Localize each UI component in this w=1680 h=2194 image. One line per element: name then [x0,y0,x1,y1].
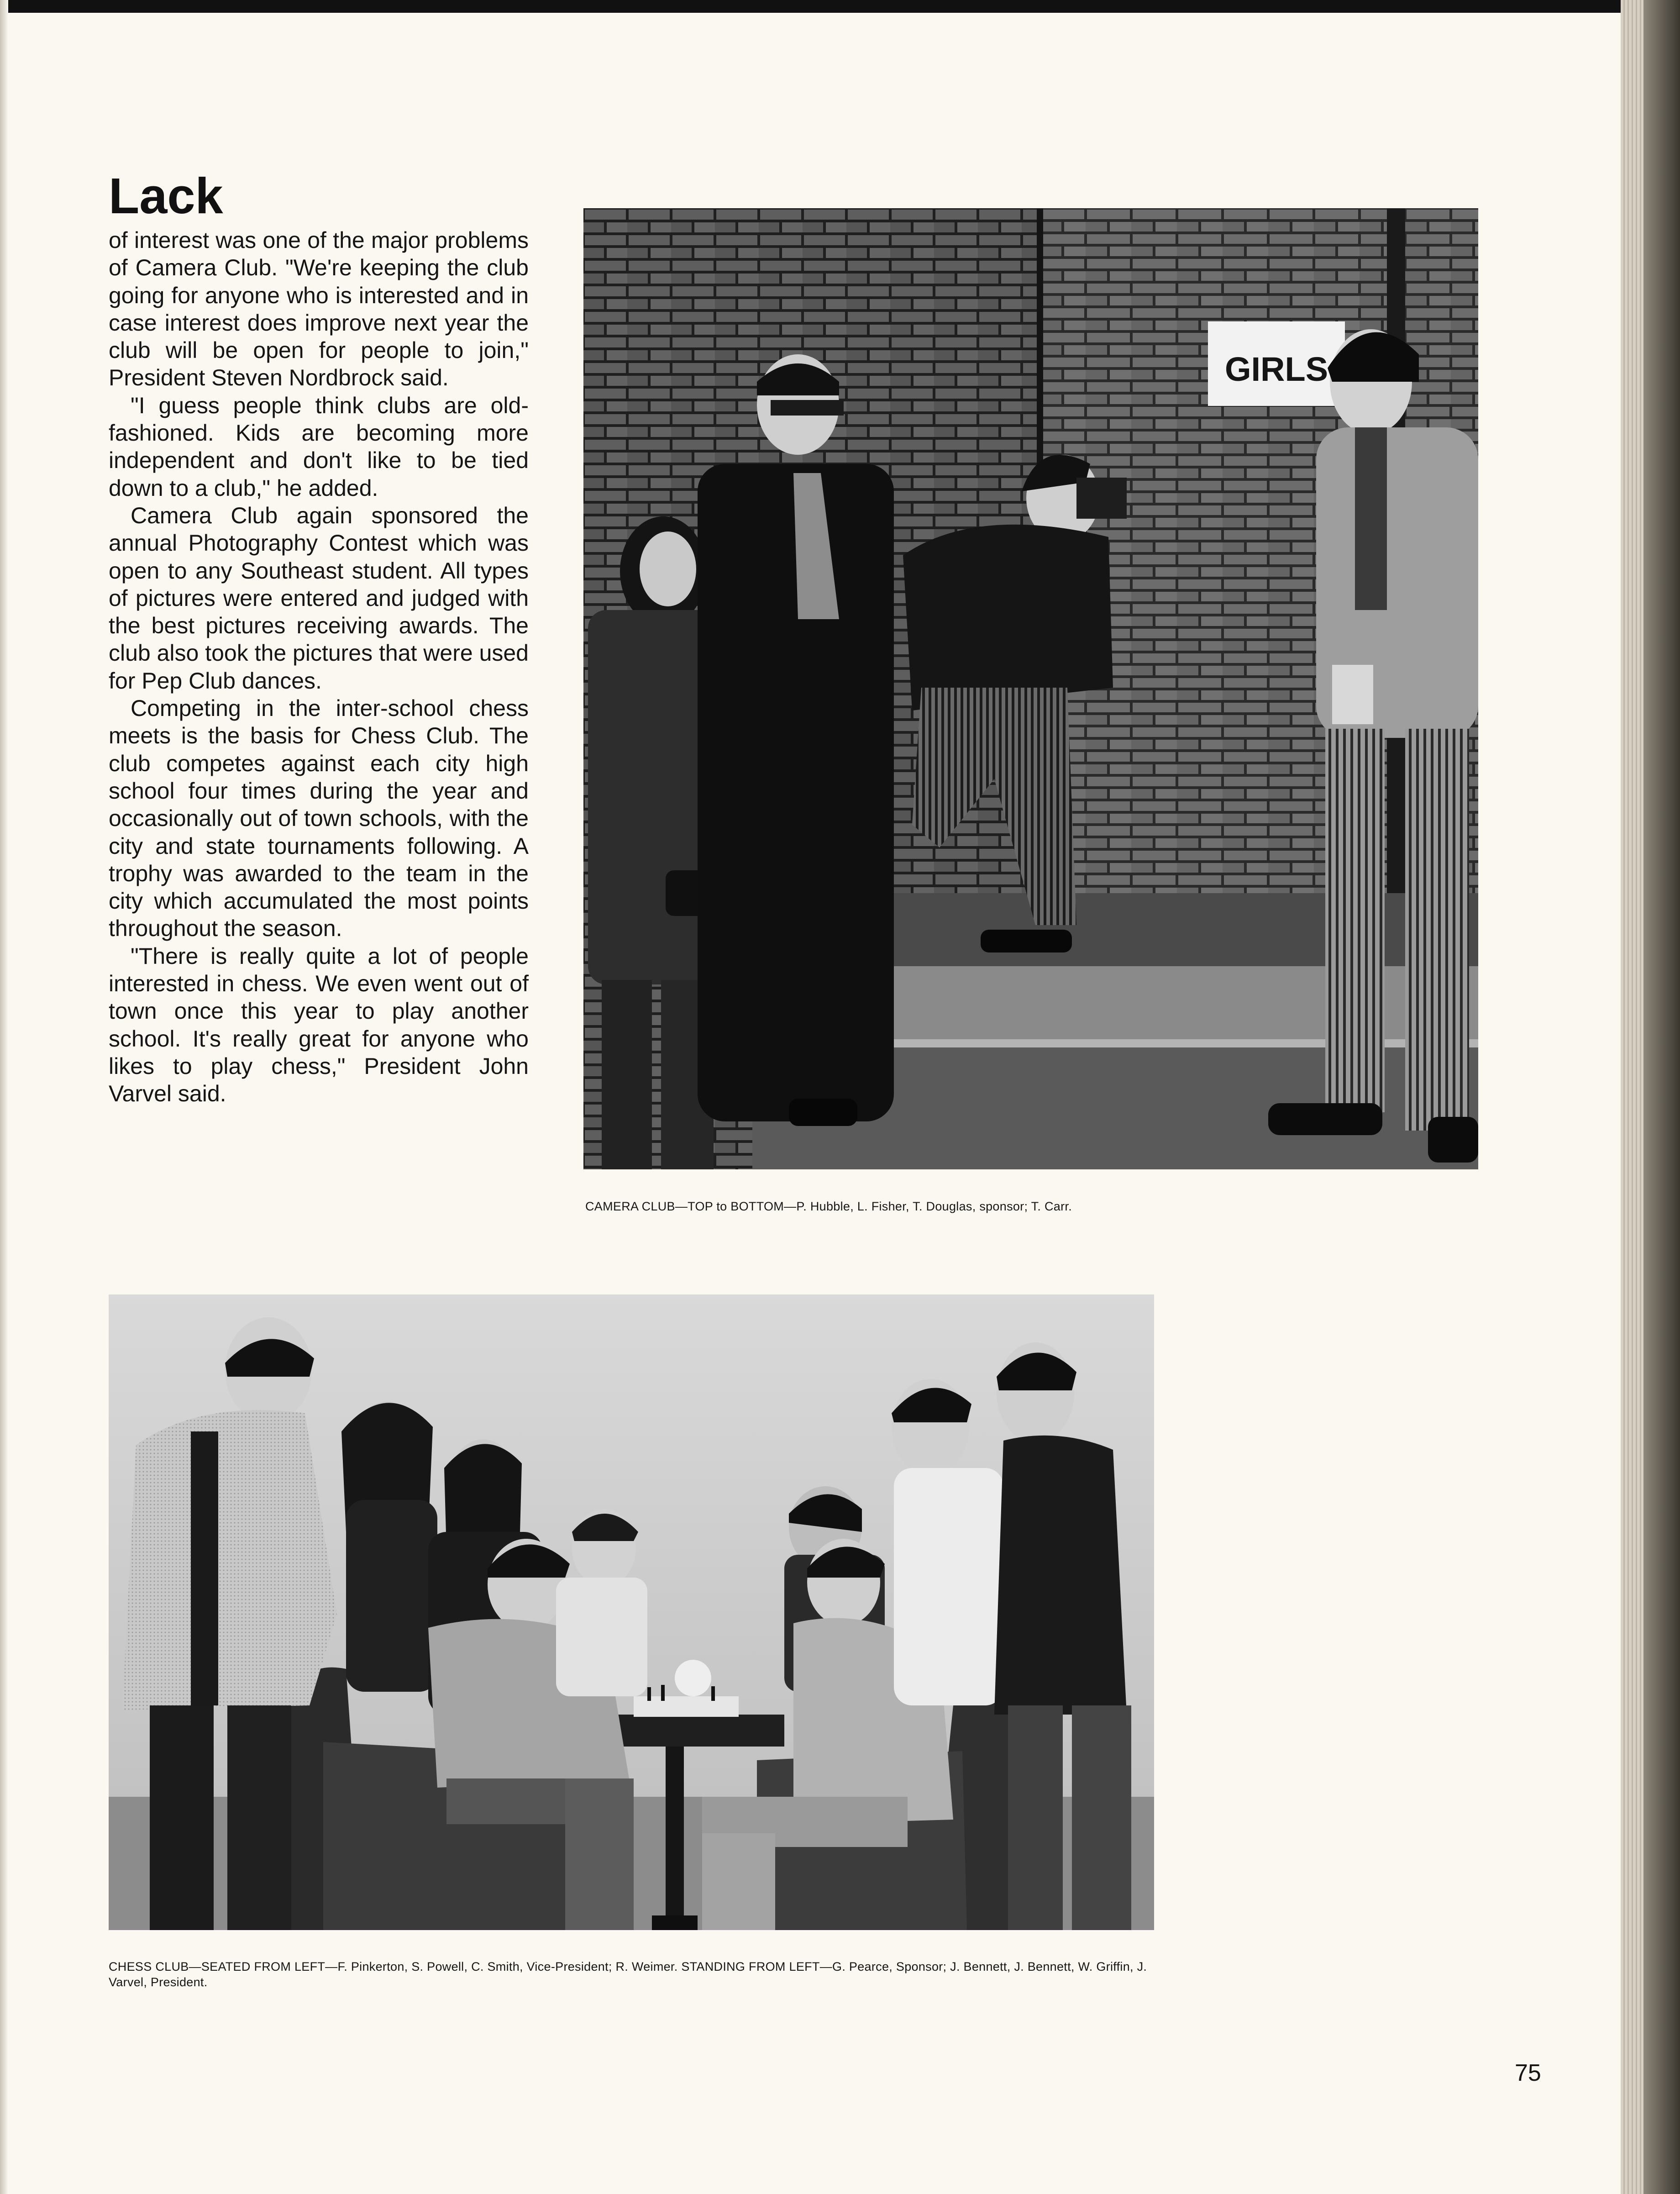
book-cover-edge [1643,0,1680,2194]
camera-club-photo [583,208,1478,1169]
article-paragraph: "There is really quite a lot of people interested in chess. We even went out of town once this year to play another school. It's really great for anyone who likes to play chess," President John Varvel said. [109,943,529,1107]
article-body [109,226,529,1108]
article-paragraph: of interest was one of the major problems of Camera Club. "We're keeping the club going for anyone who is interested and in case interest does improve next year the club will be open for people to join," President Steven Nordbrock said. [109,227,529,391]
chess-club-caption: CHESS CLUB—SEATED FROM LEFT—F. Pinkerton, S. Powell, C. Smith, Vice-President; R. Weimer. STANDING FROM LEFT—G. Pearce, Sponsor; J. Bennett, J. Bennett, W. Griffin, J. Varvel, President. [109,1960,1147,1989]
article-paragraph: Camera Club again sponsored the annual Photography Contest which was open to any Southeast student. All types of pictures were entered and judged with the best pictures receiving awards. The club also took the pictures that were used for Pep Club dances. [109,502,529,694]
chess-club-photo [109,1294,1154,1930]
article-headline: Lack [109,168,223,224]
binding-gutter [0,0,8,2194]
page-number: 75 [1515,2060,1541,2086]
camera-club-caption: CAMERA CLUB—TOP to BOTTOM—P. Hubble, L. Fisher, T. Douglas, sponsor; T. Carr. [585,1200,1072,1213]
girls-sign-text: GIRLS [1224,350,1328,388]
top-page-edge [0,0,1680,13]
article-paragraph: Competing in the inter-school chess meets is the basis for Chess Club. The club competes against each city high school four times during the year and occasionally out of town schools, with the city and state tournaments following. A trophy was awarded to the team in the city which accumulated the most points throughout the season. [109,695,529,942]
article-paragraph: "I guess people think clubs are old-fashioned. Kids are becoming more independent and don't like to be tied down to a club," he added. [109,392,529,501]
